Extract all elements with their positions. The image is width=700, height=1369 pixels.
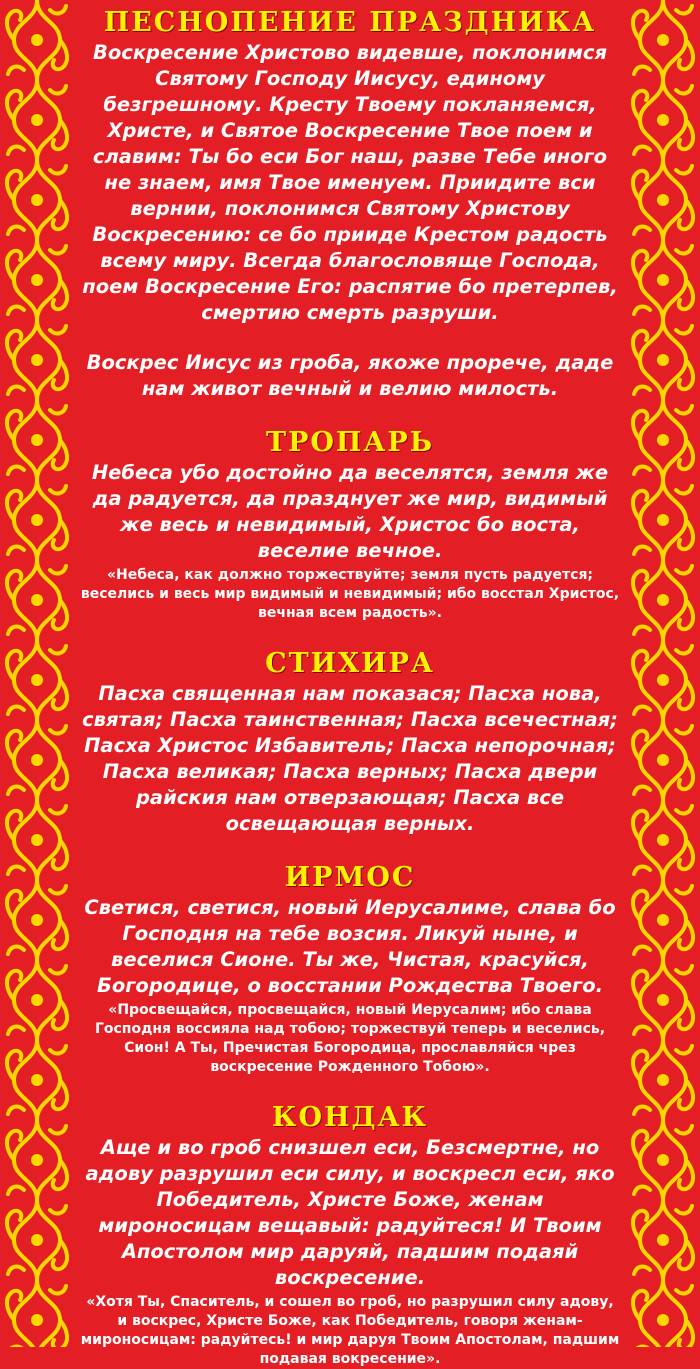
- troparion-title: ТРОПАРЬ: [266, 427, 434, 458]
- irmos-title: ИРМОС: [284, 862, 416, 893]
- irmos-translation: «Просвещайся, просвещайся, новый Иерусалим; ибо слава Господня воссияла над тобою; торжествуй теперь и веселись, Сион! А Ты, Пречистая Богородица, прославляйся чрез воскресение Рожденного Тобою».: [94, 1002, 606, 1075]
- right-ornament-border: [626, 0, 700, 1347]
- main-content: [80, 6, 620, 1369]
- stichera-title: СТИХИРА: [265, 648, 435, 679]
- hymn-text: Воскресение Христово видевше, поклонимся Святому Господу Иисусу, единому безгрешному. Кресту Твоему покланяемся, Христе, и Святое Воскресение Твое поем и славим: Ты бо еси Бог наш, разве Тебе иного не знаем, имя Твое именуем. Приидите вси вернии, поклонимся Святому Христову Воскресению: се бо прииде Крестом радость всему миру. Всегда благословяще Господа, поем Воскресение Его: распятие бо претерпев, смертию смерть разруши.: [82, 41, 618, 324]
- kontakion-title: КОНДАК: [271, 1102, 429, 1133]
- kontakion-translation: «Хотя Ты, Спаситель, и сошел во гроб, но разрушил силу адову, и воскрес, Христе Боже, как Победитель, говоря женам-мироносицам: радуйтесь! и мир даруя Твоим Апостолам, падшим подавая вокресение».: [80, 1294, 620, 1367]
- troparion-text: Небеса убо достойно да веселятся, земля же да радуется, да празднует же мир, видимый же весь и невидимый, Христос бо воста, веселие вечное.: [91, 461, 609, 562]
- troparion-translation: «Небеса, как должно торжествуйте; земля пусть радуется; веселись и весь мир видимый и невидимый; ибо восстал Христос, вечная всем радость».: [80, 567, 620, 621]
- stichera-text: Пасха священная нам показася; Пасха нова, святая; Пасха таинственная; Пасха всечестная; Пасха Христос Избавитель; Пасха непорочная; Пасха великая; Пасха верных; Пасха двери райския нам отверзающая; Пасха все освещающая верных.: [82, 682, 618, 835]
- left-ornament-border: [0, 0, 74, 1347]
- hymn-text-closing: Воскрес Иисус из гроба, якоже прорече, даде нам живот вечный и велию милость.: [86, 351, 614, 400]
- hymn-title: ПЕСНОПЕНИЕ ПРАЗДНИКА: [103, 7, 597, 38]
- irmos-text: Светися, светися, новый Иерусалиме, слава бо Господня на тебе возсия. Ликуй ныне, и веселися Сионе. Ты же, Чистая, красуйся, Богородице, о восстании Рождества Твоего.: [84, 896, 616, 997]
- kontakion-text: Аще и во гроб снизшел еси, Безсмертне, но адову разрушил еси силу, и воскресл еси, яко Победитель, Христе Боже, женам мироносицам вещавый: радуйтеся! И Твоим Апостолом мир даруяй, падшим подаяй воскресение.: [85, 1136, 615, 1289]
